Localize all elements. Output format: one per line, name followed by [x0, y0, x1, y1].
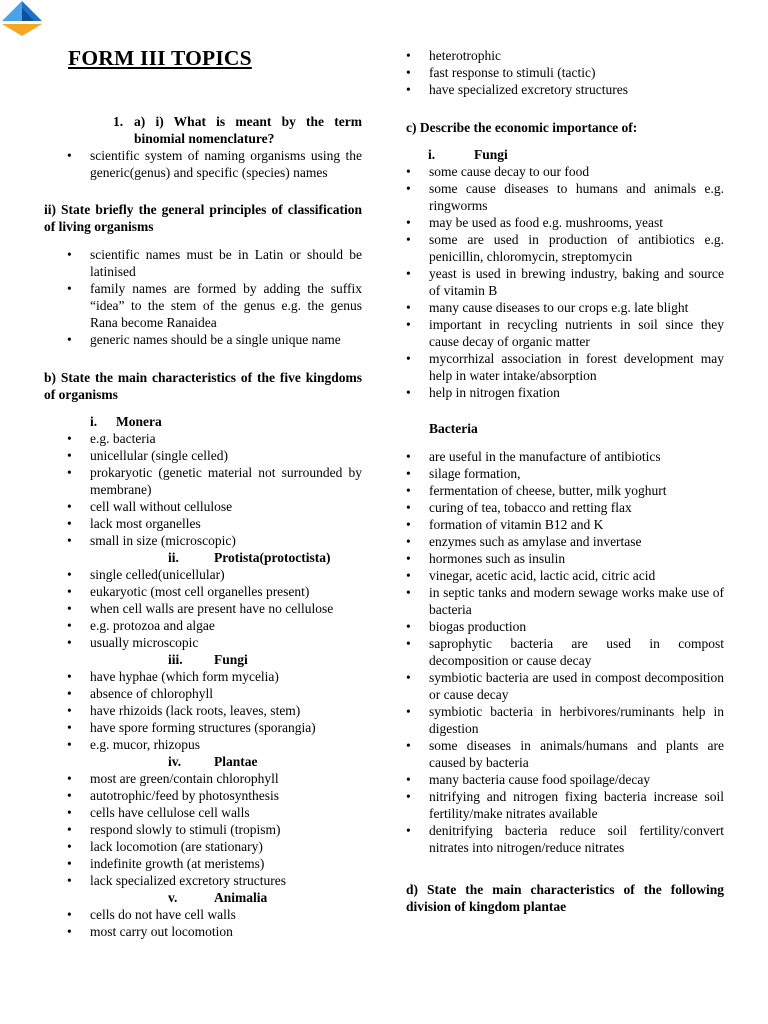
- kingdom-characteristics-list: [44, 430, 362, 549]
- kingdom-name: Animalia: [214, 890, 268, 905]
- list-item: • scientific names must be in Latin or should be latinised: [44, 246, 362, 280]
- list-item: • scientific system of naming organisms using the generic(genus) and specific (species) names: [44, 147, 362, 181]
- answer-list-1a: [44, 147, 362, 181]
- list-item: • prokaryotic (genetic material not surrounded by membrane): [44, 464, 362, 498]
- kingdom-number: v.: [168, 890, 178, 905]
- list-item: • in septic tanks and modern sewage works make use of bacteria: [406, 584, 724, 618]
- list-item: • eukaryotic (most cell organelles present): [44, 583, 362, 600]
- list-item: • have rhizoids (lack roots, leaves, stem): [44, 702, 362, 719]
- kingdom-characteristics-list: [44, 770, 362, 889]
- list-item: • enzymes such as amylase and invertase: [406, 533, 724, 550]
- list-item: • e.g. protozoa and algae: [44, 617, 362, 634]
- kingdom-list: [44, 413, 362, 940]
- list-item: • many cause diseases to our crops e.g. late blight: [406, 299, 724, 316]
- kingdom-number: iii.: [168, 652, 183, 667]
- kingdom-name: Fungi: [214, 652, 248, 667]
- list-item: • some diseases in animals/humans and plants are caused by bacteria: [406, 737, 724, 771]
- list-item: • have spore forming structures (sporangia): [44, 719, 362, 736]
- list-item: • denitrifying bacteria reduce soil fertility/convert nitrates into nitrogen/reduce nitrates: [406, 822, 724, 856]
- list-item: • absence of chlorophyll: [44, 685, 362, 702]
- kingdom-characteristics-list: [44, 906, 362, 940]
- list-item: • some are used in production of antibiotics e.g. penicillin, chloromycin, streptomycin: [406, 231, 724, 265]
- list-item: • mycorrhizal association in forest development may help in water intake/absorption: [406, 350, 724, 384]
- kingdom-number: ii.: [168, 550, 179, 565]
- question-1b: b) State the main characteristics of the five kingdoms of organisms: [44, 370, 362, 402]
- answer-list-1a-ii: [44, 246, 362, 348]
- bacteria-heading: Bacteria: [429, 421, 478, 436]
- list-item: • many bacteria cause food spoilage/decay: [406, 771, 724, 788]
- list-item: • may be used as food e.g. mushrooms, yeast: [406, 214, 724, 231]
- list-item: • most carry out locomotion: [44, 923, 362, 940]
- fungi-heading: [406, 146, 724, 163]
- animalia-continued-list: [406, 47, 724, 98]
- list-item: • have hyphae (which form mycelia): [44, 668, 362, 685]
- kingdom-characteristics-list: [44, 668, 362, 753]
- list-item: • silage formation,: [406, 465, 724, 482]
- list-item: • lack locomotion (are stationary): [44, 838, 362, 855]
- list-item: • small in size (microscopic): [44, 532, 362, 549]
- list-item: • e.g. bacteria: [44, 430, 362, 447]
- list-item: • indefinite growth (at meristems): [44, 855, 362, 872]
- list-item: • cells have cellulose cell walls: [44, 804, 362, 821]
- list-item: • formation of vitamin B12 and K: [406, 516, 724, 533]
- list-item: • single celled(unicellular): [44, 566, 362, 583]
- kingdom-heading: [44, 549, 362, 566]
- list-item: • most are green/contain chlorophyll: [44, 770, 362, 787]
- list-item: • lack most organelles: [44, 515, 362, 532]
- kingdom-name: Protista(protoctista): [214, 550, 331, 565]
- question-number: 1.: [113, 114, 124, 129]
- question-1d: d) State the main characteristics of the following division of kingdom plantae: [406, 882, 724, 914]
- logo-icon: [0, 0, 44, 38]
- kingdom-heading: [44, 753, 362, 770]
- fungi-number: i.: [428, 147, 436, 162]
- bacteria-economic-list: [406, 448, 724, 856]
- list-item: • some cause diseases to humans and animals e.g. ringworms: [406, 180, 724, 214]
- list-item: • fermentation of cheese, butter, milk yoghurt: [406, 482, 724, 499]
- list-item: • e.g. mucor, rhizopus: [44, 736, 362, 753]
- page-title: FORM III TOPICS: [68, 46, 252, 70]
- list-item: • biogas production: [406, 618, 724, 635]
- list-item: • important in recycling nutrients in soil since they cause decay of organic matter: [406, 316, 724, 350]
- question-1a-text: a) i) What is meant by the term binomial nomenclature?: [134, 114, 362, 146]
- question-1c: c) Describe the economic importance of:: [406, 120, 638, 135]
- list-item: • are useful in the manufacture of antibiotics: [406, 448, 724, 465]
- list-item: • heterotrophic: [406, 47, 724, 64]
- list-item: • lack specialized excretory structures: [44, 872, 362, 889]
- list-item: • fast response to stimuli (tactic): [406, 64, 724, 81]
- list-item: • generic names should be a single unique name: [44, 331, 362, 348]
- list-item: • usually microscopic: [44, 634, 362, 651]
- list-item: • curing of tea, tobacco and retting flax: [406, 499, 724, 516]
- list-item: • help in nitrogen fixation: [406, 384, 724, 401]
- kingdom-number: iv.: [168, 754, 182, 769]
- list-item: • saprophytic bacteria are used in compost decomposition or cause decay: [406, 635, 724, 669]
- list-item: • hormones such as insulin: [406, 550, 724, 567]
- list-item: • symbiotic bacteria in herbivores/ruminants help in digestion: [406, 703, 724, 737]
- list-item: • yeast is used in brewing industry, baking and source of vitamin B: [406, 265, 724, 299]
- kingdom-heading: [44, 651, 362, 668]
- kingdom-number: i.: [90, 414, 98, 429]
- list-item: • vinegar, acetic acid, lactic acid, citric acid: [406, 567, 724, 584]
- question-1a-ii: ii) State briefly the general principles of classification of living organisms: [44, 202, 362, 234]
- kingdom-heading: [44, 413, 362, 430]
- kingdom-characteristics-list: [44, 566, 362, 651]
- list-item: • cell wall without cellulose: [44, 498, 362, 515]
- list-item: • nitrifying and nitrogen fixing bacteria increase soil fertility/make nitrates available: [406, 788, 724, 822]
- kingdom-heading: [44, 889, 362, 906]
- list-item: • when cell walls are present have no cellulose: [44, 600, 362, 617]
- list-item: • symbiotic bacteria are used in compost decomposition or cause decay: [406, 669, 724, 703]
- fungi-heading-text: Fungi: [474, 147, 508, 162]
- list-item: • cells do not have cell walls: [44, 906, 362, 923]
- list-item: • respond slowly to stimuli (tropism): [44, 821, 362, 838]
- kingdom-name: Plantae: [214, 754, 258, 769]
- list-item: • have specialized excretory structures: [406, 81, 724, 98]
- fungi-economic-list: [406, 163, 724, 401]
- question-1a: [44, 113, 362, 147]
- kingdom-name: Monera: [116, 414, 162, 429]
- list-item: • unicellular (single celled): [44, 447, 362, 464]
- list-item: • autotrophic/feed by photosynthesis: [44, 787, 362, 804]
- list-item: • family names are formed by adding the suffix “idea” to the stem of the genus e.g. the genus Rana become Ranaidea: [44, 280, 362, 331]
- list-item: • some cause decay to our food: [406, 163, 724, 180]
